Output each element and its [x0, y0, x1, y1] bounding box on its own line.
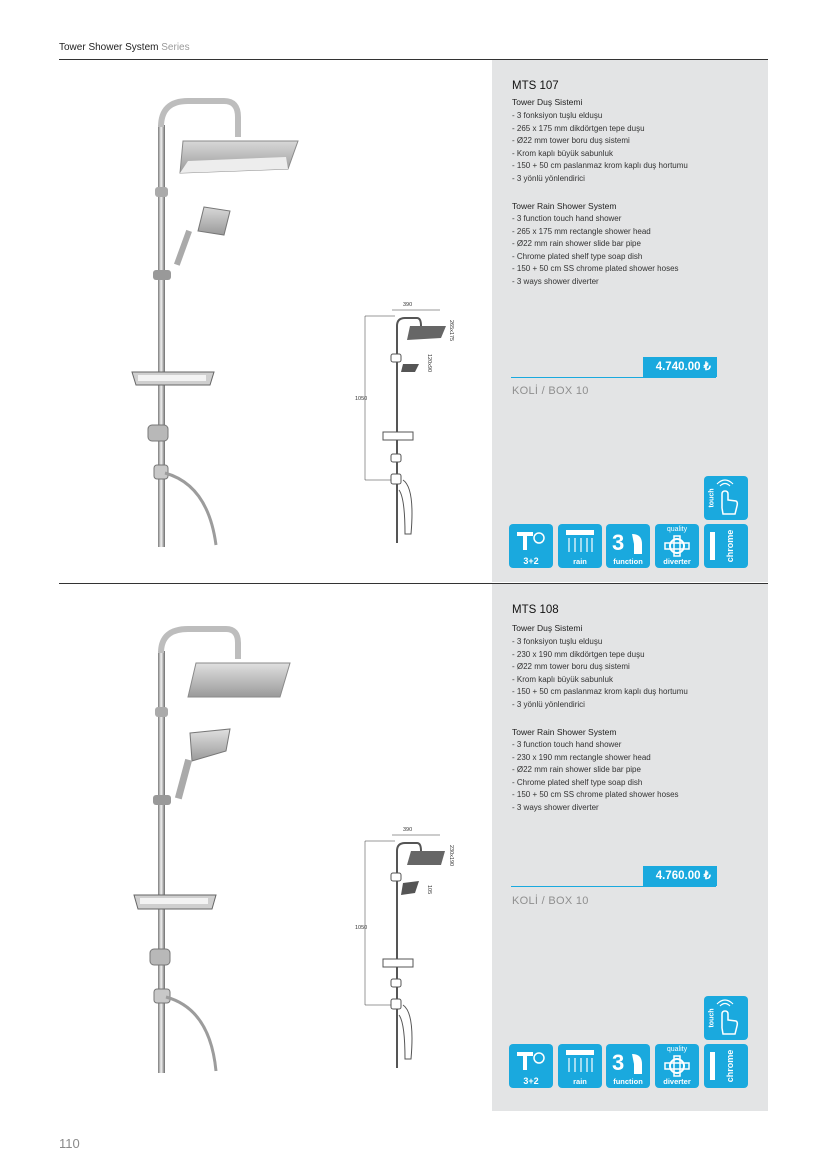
svg-text:105: 105	[426, 885, 432, 895]
touch-icon: touch	[704, 476, 748, 520]
quality-diverter-icon: quality diverter	[655, 524, 699, 568]
spec-item: - 150 + 50 cm SS chrome plated shower hoses	[512, 264, 679, 274]
product-2-price: 4.760.00 ₺	[643, 866, 717, 886]
header-title: Tower Shower System	[59, 42, 159, 53]
product-1-code: MTS 107	[512, 80, 559, 92]
product-1-tr-title: Tower Duş Sistemi	[512, 97, 583, 107]
product-2-en-title: Tower Rain Shower System	[512, 727, 617, 737]
spec-item: - 3 yönlü yönlendirici	[512, 699, 585, 709]
spec-item: - 150 + 50 cm paslanmaz krom kaplı duş hortumu	[512, 161, 688, 171]
product-1-photo	[128, 95, 308, 550]
spec-item: - 3 yönlü yönlendirici	[512, 173, 585, 183]
spec-item: - Krom kaplı büyük sabunluk	[512, 674, 613, 684]
svg-text:230x190: 230x190	[448, 845, 454, 867]
svg-text:1050: 1050	[355, 396, 368, 402]
svg-text:390: 390	[403, 827, 413, 833]
spec-item: - 3 ways shower diverter	[512, 276, 599, 286]
price-underline	[511, 886, 716, 887]
page-number: 110	[59, 1136, 80, 1151]
spec-item: - Ø22 mm tower boru duş sistemi	[512, 136, 630, 146]
product-2-tr-title: Tower Duş Sistemi	[512, 623, 583, 633]
svg-text:390: 390	[403, 302, 413, 308]
spec-item: - 3 function touch hand shower	[512, 740, 622, 749]
product-2-drawing	[355, 823, 454, 1075]
spec-item: - Chrome plated shelf type soap dish	[512, 251, 643, 261]
spec-item: - Krom kaplı büyük sabunluk	[512, 148, 613, 158]
spec-item: - 3 fonksiyon tuşlu elduşu	[512, 111, 603, 120]
chrome-icon: chrome	[704, 1044, 748, 1088]
product-1-en-title: Tower Rain Shower System	[512, 201, 617, 211]
three-function-icon: 3 function	[606, 1044, 650, 1088]
rain-icon: rain	[558, 524, 602, 568]
three-plus-two-icon: 3+2	[509, 1044, 553, 1088]
product-1-en-specs	[512, 213, 679, 289]
spec-item: - 230 x 190 mm dikdörtgen tepe duşu	[512, 649, 645, 659]
product-1-packaging: KOLİ / BOX 10	[512, 385, 589, 397]
quality-diverter-icon: quality diverter	[655, 1044, 699, 1088]
spec-item: - 230 x 190 mm rectangle shower head	[512, 752, 651, 762]
product-2-en-specs	[512, 739, 679, 815]
svg-text:120x90: 120x90	[426, 354, 432, 373]
svg-text:1050: 1050	[355, 925, 368, 931]
three-plus-two-icon: 3+2	[509, 524, 553, 568]
spec-item: - Ø22 mm tower boru duş sistemi	[512, 662, 630, 672]
product-1-drawing	[355, 298, 454, 550]
spec-item: - 265 x 175 mm rectangle shower head	[512, 226, 651, 236]
svg-text:265x175: 265x175	[448, 320, 454, 342]
product-2-tr-specs	[512, 636, 688, 712]
price-underline	[511, 377, 716, 378]
chrome-icon: chrome	[704, 524, 748, 568]
product-2-packaging: KOLİ / BOX 10	[512, 895, 589, 907]
product-1-tr-specs	[512, 110, 688, 186]
spec-item: - 3 ways shower diverter	[512, 802, 599, 812]
spec-item: - 3 fonksiyon tuşlu elduşu	[512, 637, 603, 646]
product-1-price: 4.740.00 ₺	[643, 357, 717, 377]
three-function-icon: 3 function	[606, 524, 650, 568]
touch-icon: touch	[704, 996, 748, 1040]
page-header	[59, 42, 190, 53]
product-2-code: MTS 108	[512, 604, 559, 616]
rain-icon: rain	[558, 1044, 602, 1088]
header-series: Series	[161, 42, 190, 53]
spec-item: - 150 + 50 cm SS chrome plated shower hoses	[512, 790, 679, 800]
spec-item: - 265 x 175 mm dikdörtgen tepe duşu	[512, 123, 645, 133]
spec-item: - Ø22 mm rain shower slide bar pipe	[512, 765, 641, 775]
spec-item: - 3 function touch hand shower	[512, 214, 622, 223]
spec-item: - 150 + 50 cm paslanmaz krom kaplı duş hortumu	[512, 687, 688, 697]
spec-item: - Chrome plated shelf type soap dish	[512, 777, 643, 787]
product-2-photo	[130, 623, 310, 1075]
spec-item: - Ø22 mm rain shower slide bar pipe	[512, 239, 641, 249]
